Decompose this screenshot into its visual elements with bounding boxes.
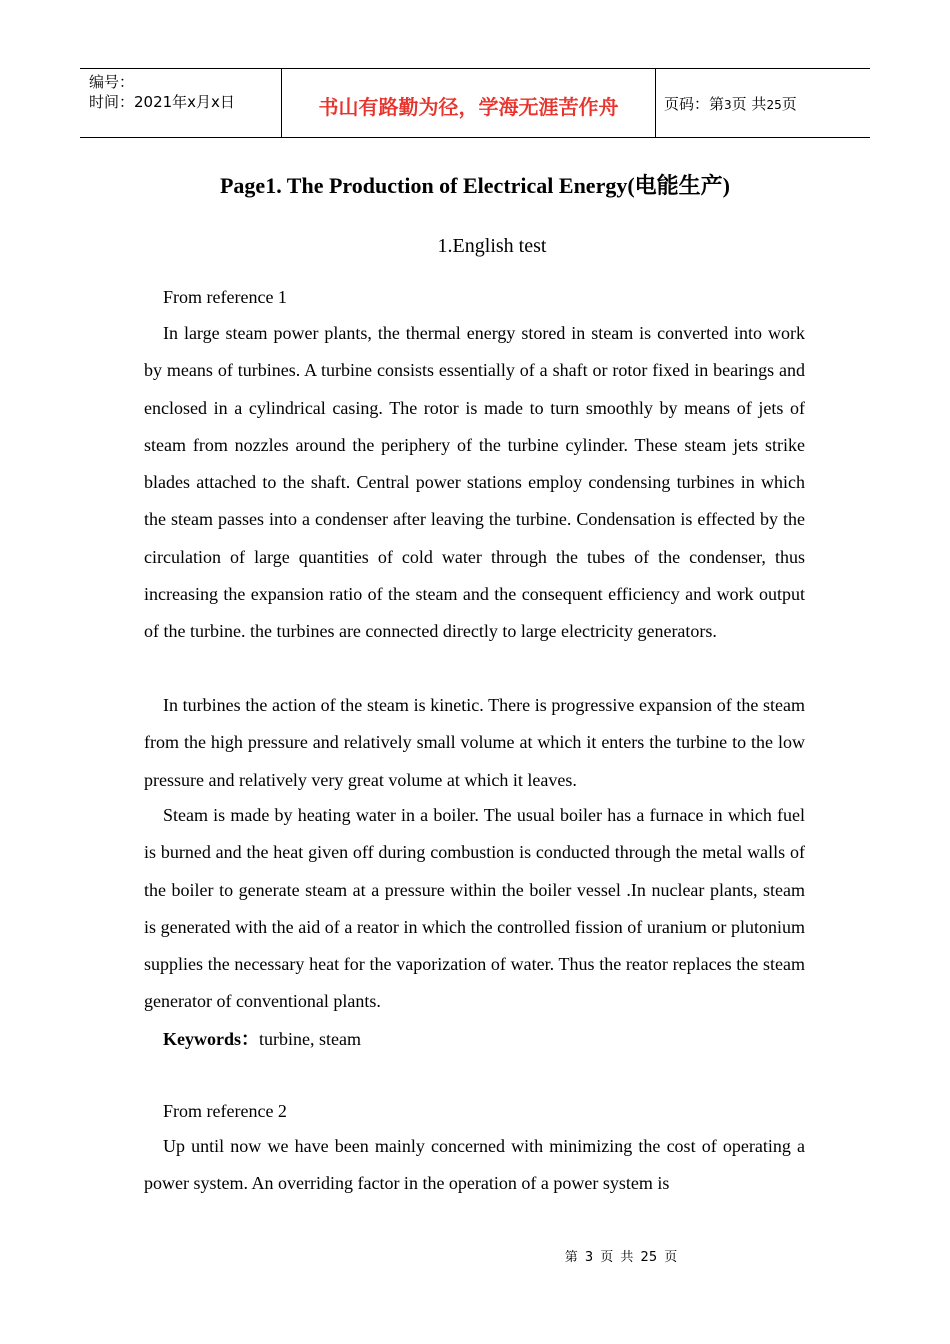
page-suffix: 页	[781, 95, 797, 113]
page-mid: 页 共	[731, 95, 767, 113]
keywords-label: Keywords：	[163, 1029, 259, 1049]
reference-1-heading: From reference 1	[163, 287, 287, 307]
page-total: 25	[766, 98, 782, 112]
page-footer: 第 3 页 共 25 页	[564, 1250, 678, 1265]
page-current: 3	[724, 98, 732, 112]
reference-1-paragraph-1: In large steam power plants, the thermal energy stored in steam is converted into work by means of turbines. A turbine consists essentially of a shaft or rotor fixed in bearings and enclosed in a cylindrical casing. The rotor is made to turn smoothly by means of jets of steam from nozzles around the periphery of the turbine cylinder. These steam jets strike blades attached to the shaft. Central power stations employ condensing turbines in which the steam passes into a condenser after leaving the turbine. Condensation is effected by the circulation of large quantities of cold water through the tubes of the condenser, thus increasing the expansion ratio of the steam and the consequent efficiency and work output of the turbine. the turbines are connected directly to large electricity generators.	[144, 323, 805, 642]
page-title: Page1. The Production of Electrical Energy(电能生产)	[219, 173, 730, 198]
header-table	[80, 68, 870, 138]
document-number-label: 编号：	[89, 73, 135, 91]
motto-text: 书山有路勤为径，学海无涯苦作舟	[318, 95, 619, 119]
keywords-line	[144, 1021, 805, 1058]
section-subtitle: 1.English test	[437, 235, 547, 257]
header-info-cell	[80, 69, 280, 137]
page-indicator	[664, 93, 797, 114]
reference-2-paragraph-1: Up until now we have been mainly concerned with minimizing the cost of operating a power system. An overriding factor in the operation of a power system is	[144, 1136, 805, 1194]
document-date-label: 时间：2021年x月x日	[89, 93, 235, 111]
reference-1-paragraph-2: In turbines the action of the steam is kinetic. There is progressive expansion of the steam from the high pressure and relatively small volume at which it enters the turbine to the low pressure and relatively very great volume at which it leaves.	[144, 695, 805, 790]
reference-2-heading: From reference 2	[163, 1101, 287, 1121]
header-page-cell	[655, 69, 870, 137]
reference-1-paragraph-3: Steam is made by heating water in a boiler. The usual boiler has a furnace in which fuel is burned and the heat given off during combustion is conducted through the metal walls of the boiler to generate steam at a pressure within the boiler vessel .In nuclear plants, steam is generated with the aid of a reator in which the controlled fission of uranium or plutonium supplies the necessary heat for the vaporization of water. Thus the reator replaces the steam generator of conventional plants.	[144, 805, 805, 1012]
page-prefix: 页码：第	[664, 95, 725, 113]
keywords-value: turbine, steam	[259, 1029, 361, 1049]
header-motto-cell	[281, 69, 656, 137]
